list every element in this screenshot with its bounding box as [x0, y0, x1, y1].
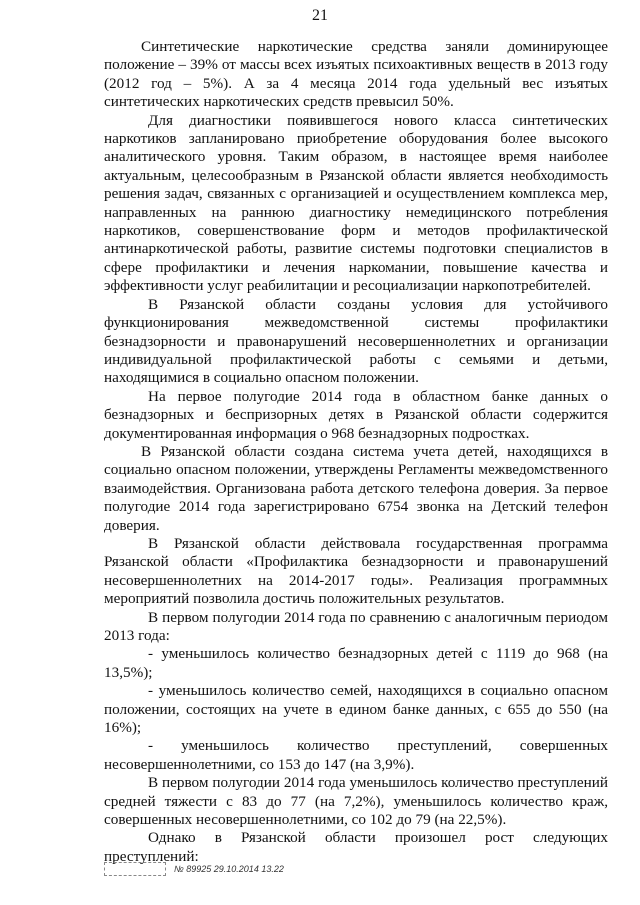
list-item-families: - уменьшилось количество семей, находящихся в социально опасном положении, состоящих на учете в едином банке данных, с 655 до 550 (на 16%);	[104, 682, 608, 737]
list-item-crimes: - уменьшилось количество преступлений, совершенных несовершеннолетними, со 153 до 147 (на 3,9%).	[104, 737, 608, 773]
page-number: 21	[312, 7, 328, 24]
paragraph-crime-growth: Однако в Рязанской области произошел рост следующих преступлений:	[104, 829, 608, 865]
paragraph-synthetic-drugs: Синтетические наркотические средства заняли доминирующее положение – 39% от массы всех изъятых психоактивных веществ в 2013 году (2012 год – 5%). А за 4 месяца 2014 года удельный вес изъятых синтетических наркотических средств превысил 50%.	[104, 38, 608, 111]
paragraph-comparison-intro: В первом полугодии 2014 года по сравнению с аналогичным периодом 2013 года:	[104, 608, 608, 644]
paragraph-prevention-system: В Рязанской области созданы условия для устойчивого функционирования межведомственной системы профилактики безнадзорности и правонарушений несовершеннолетних и организации индивидуальной профилактической работы с семьями и детьми, находящимися в социально опасном положении.	[104, 295, 608, 387]
registration-stamp	[104, 862, 166, 876]
paragraph-crime-stats: В первом полугодии 2014 года уменьшилось количество преступлений средней тяжести с 83 до 77 (на 7,2%), уменьшилось количество краж, совершенных несовершеннолетними, со 102 до 79 (на 22,5%).	[104, 774, 608, 829]
registration-number: № 89925 29.10.2014 13.22	[174, 864, 284, 874]
document-footer	[104, 862, 404, 878]
paragraph-registry: В Рязанской области создана система учета детей, находящихся в социально опасном положении, утверждены Регламенты межведомственного взаимодействия. Организована работа детского телефона доверия. За первое полугодие 2014 года зарегистрировано 6754 звонка на Детский телефон доверия.	[104, 442, 608, 534]
paragraph-data-bank: На первое полугодие 2014 года в областном банке данных о безнадзорных и беспризорных детях в Рязанской области содержится документированная информация о 968 безнадзорных подростках.	[104, 387, 608, 442]
document-body	[104, 38, 608, 866]
paragraph-diagnostics: Для диагностики появившегося нового класса синтетических наркотиков запланировано приобретение оборудования более высокого аналитического уровня. Таким образом, в настоящее время наиболее актуальным, целесообразным в Рязанской области является необходимость решения задач, связанных с организацией и осуществлением комплекса мер, направленных на раннюю диагностику немедицинского потребления наркотиков, совершенствование форм и методов профилактической антинаркотической работы, развитие системы подготовки специалистов в сфере профилактики и лечения наркомании, повышение качества и эффективности услуг реабилитации и ресоциализации наркопотребителей.	[104, 111, 608, 295]
list-item-neglected-children: - уменьшилось количество безнадзорных детей с 1119 до 968 (на 13,5%);	[104, 645, 608, 681]
paragraph-state-program: В Рязанской области действовала государственная программа Рязанской области «Профилактика безнадзорности и правонарушений несовершеннолетних на 2014-2017 годы». Реализация программных мероприятий позволила достичь положительных результатов.	[104, 534, 608, 608]
